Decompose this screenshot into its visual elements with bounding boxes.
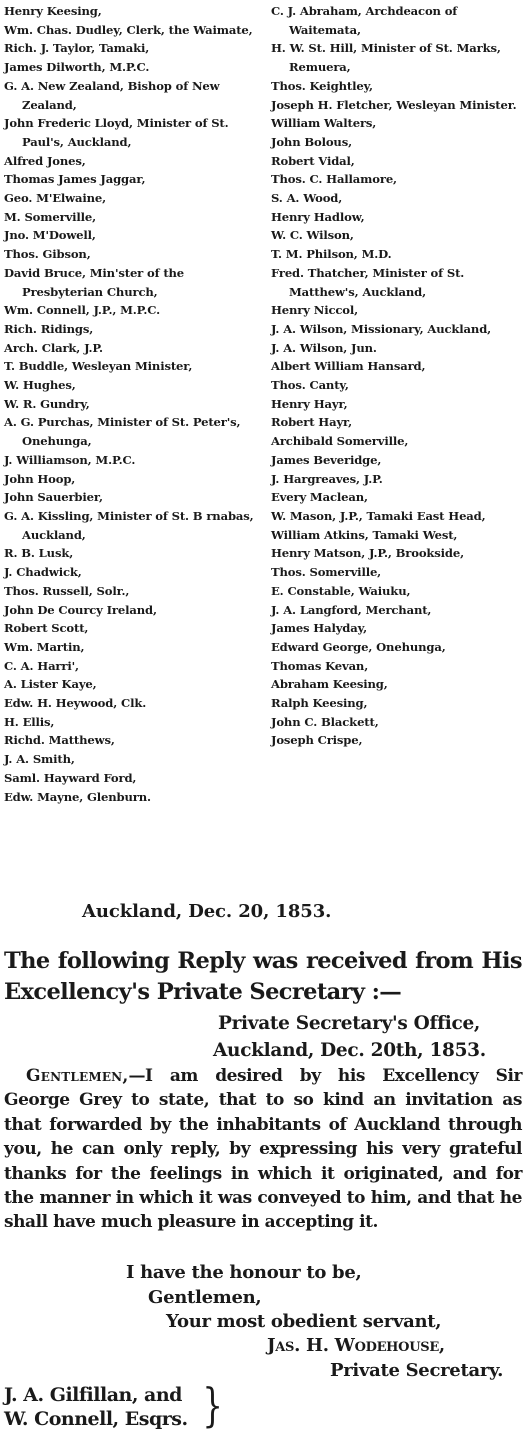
- signer-name: Jas. H. Wodehouse,: [267, 1335, 445, 1356]
- signatory-name: J. A. Wilson, Jun.: [271, 340, 377, 355]
- signatory-name: Archibald Somerville,: [271, 434, 409, 449]
- signatory-name: Arch. Clark, J.P.: [4, 340, 103, 355]
- signatory-name: Wm. Chas. Dudley, Clerk, the Waimate,: [4, 22, 253, 37]
- left-signatory: [4, 2, 262, 21]
- left-signatory: [4, 189, 262, 208]
- left-signatory: [4, 470, 262, 489]
- left-signatory: [4, 58, 262, 77]
- signatory-name: S. A. Wood,: [271, 191, 343, 206]
- reply-heading: The following Reply was received from His Excellency's Private Secretary :—: [4, 948, 522, 1005]
- right-signatory: [271, 133, 523, 152]
- left-signatory: [4, 413, 262, 450]
- right-signatory: [271, 170, 523, 189]
- signatory-name: Rich. Ridings,: [4, 321, 94, 336]
- left-signatory: [4, 170, 262, 189]
- signatory-name: H. Ellis,: [4, 714, 55, 729]
- signatory-name: James Beveridge,: [271, 452, 382, 467]
- signatory-name: Thomas James Jaggar,: [4, 172, 146, 187]
- right-signatory: [271, 114, 523, 133]
- left-signatory: [4, 264, 262, 301]
- left-signatory: [4, 713, 262, 732]
- right-signatory: [271, 152, 523, 171]
- signatory-name: T. M. Philson, M.D.: [271, 247, 392, 262]
- right-signatory: [271, 264, 523, 301]
- signatory-name: Edw. H. Heywood, Clk.: [4, 696, 147, 711]
- signatory-name: W. Mason, J.P., Tamaki East Head,: [271, 508, 486, 523]
- closing-gentlemen: Gentlemen,: [148, 1287, 262, 1308]
- right-signatory: [271, 507, 523, 526]
- left-signatory: [4, 582, 262, 601]
- right-signatory: [271, 657, 523, 676]
- signatory-name: Richd. Matthews,: [4, 733, 115, 748]
- right-signatory: [271, 339, 523, 358]
- signatory-name: John Frederic Lloyd, Minister of St. Paul's, Auckland,: [4, 116, 229, 149]
- signatory-name: Edward George, Onehunga,: [271, 639, 446, 654]
- left-signatory: [4, 339, 262, 358]
- signatory-name: David Bruce, Min'ster of the Presbyterian Church,: [4, 265, 185, 299]
- closing-honour: I have the honour to be,: [126, 1262, 362, 1283]
- signatory-name: Edw. Mayne, Glenburn.: [4, 789, 151, 804]
- left-signatory: [4, 544, 262, 563]
- right-signatory: [271, 320, 523, 339]
- signatory-name: Ralph Keesing,: [271, 696, 368, 711]
- left-signatory: [4, 750, 262, 769]
- signatory-name: Thos. Keightley,: [271, 78, 373, 93]
- right-signatory: [271, 413, 523, 432]
- reply-body: [4, 1064, 522, 1235]
- brace-mark: }: [202, 1378, 223, 1432]
- left-signatory: [4, 675, 262, 694]
- left-signatory: [4, 152, 262, 171]
- signatory-name: Robert Scott,: [4, 621, 89, 636]
- right-signatory: [271, 451, 523, 470]
- signatory-name: J. A. Langford, Merchant,: [271, 602, 432, 617]
- signatory-name: W. R. Gundry,: [4, 396, 90, 411]
- reply-body-text: —I am desired by his Excellency Sir George Grey to state, that to so kind an invitation as that forwarded by the inhabitants of Auckland through you, he can only reply, by expressing his very grateful thanks for the feelings in which it originated, and for the manner in which it was conveyed to him, and that he shall have much pleasure in accepting it.: [4, 1066, 522, 1233]
- signatory-name: A. Lister Kaye,: [4, 677, 97, 692]
- left-signatory: [4, 507, 262, 544]
- signatory-name: J. Williamson, M.P.C.: [4, 452, 136, 467]
- signatory-name: Thos. Gibson,: [4, 247, 91, 262]
- signatory-name: G. A. Kissling, Minister of St. B rnabas, Auckland,: [4, 508, 254, 542]
- signatory-name: Henry Matson, J.P., Brookside,: [271, 546, 464, 561]
- signatory-name: William Atkins, Tamaki West,: [271, 527, 458, 542]
- signatory-name: Saml. Hayward Ford,: [4, 770, 137, 785]
- signatory-name: C. J. Abraham, Archdeacon of Waitemata,: [271, 4, 458, 37]
- right-signatory: [271, 432, 523, 451]
- right-signatory: [271, 488, 523, 507]
- right-signatory: [271, 226, 523, 245]
- signatory-name: Albert William Hansard,: [271, 359, 426, 374]
- left-signatory: [4, 226, 262, 245]
- right-signatory: [271, 526, 523, 545]
- addressee-line-1: J. A. Gilfillan, and: [4, 1384, 182, 1406]
- signatory-name: Thomas Kevan,: [271, 658, 369, 673]
- right-signatory: [271, 77, 523, 96]
- signatory-name: John Bolous,: [271, 134, 352, 149]
- signatory-name: Henry Hayr,: [271, 396, 348, 411]
- signatory-name: Henry Niccol,: [271, 303, 358, 318]
- signatory-name: W. C. Wilson,: [271, 228, 354, 243]
- right-signatory: [271, 638, 523, 657]
- signatory-name: Thos. Somerville,: [271, 565, 382, 580]
- right-signatory: [271, 675, 523, 694]
- left-signatory: [4, 357, 262, 376]
- right-signatory: [271, 544, 523, 563]
- right-signatory: [271, 582, 523, 601]
- signatory-name: R. B. Lusk,: [4, 546, 74, 561]
- signatory-name: J. Hargreaves, J.P.: [271, 471, 383, 486]
- right-signatory: [271, 395, 523, 414]
- signatory-name: C. A. Harri',: [4, 658, 79, 673]
- left-signatory: [4, 114, 262, 151]
- signatory-name: Rich. J. Taylor, Tamaki,: [4, 41, 150, 56]
- signatory-name: M. Somerville,: [4, 209, 97, 224]
- signatory-name: H. W. St. Hill, Minister of St. Marks, Remuera,: [271, 41, 501, 75]
- signatory-name: J. A. Smith,: [4, 752, 75, 767]
- left-signatory: [4, 694, 262, 713]
- left-signatory: [4, 657, 262, 676]
- signatory-name: T. Buddle, Wesleyan Minister,: [4, 359, 193, 374]
- left-signatory: [4, 208, 262, 227]
- right-signatory: [271, 357, 523, 376]
- right-signatory: [271, 96, 523, 115]
- office-line: Private Secretary's Office,: [218, 1013, 481, 1034]
- signatory-name: Fred. Thatcher, Minister of St. Matthew's, Auckland,: [271, 265, 465, 299]
- signatory-name: Joseph Crispe,: [271, 733, 363, 748]
- signatory-name: Geo. M'Elwaine,: [4, 191, 106, 206]
- right-signatory: [271, 731, 523, 750]
- signatory-name: Thos. C. Hallamore,: [271, 172, 397, 187]
- signatory-name: Joseph H. Fletcher, Wesleyan Minister.: [271, 97, 517, 112]
- address-dateline: Auckland, Dec. 20, 1853.: [82, 901, 332, 922]
- left-signatory: [4, 395, 262, 414]
- addressee-line-2: W. Connell, Esqrs.: [4, 1408, 188, 1430]
- signatory-name: Henry Hadlow,: [271, 209, 365, 224]
- signatory-name: James Dilworth, M.P.C.: [4, 60, 150, 75]
- right-signatory: [271, 208, 523, 227]
- signatory-name: Thos. Canty,: [271, 378, 349, 393]
- signer-title: Private Secretary.: [330, 1360, 504, 1381]
- left-signatory: [4, 788, 262, 807]
- left-signatory: [4, 301, 262, 320]
- closing-servant: Your most obedient servant,: [166, 1311, 442, 1332]
- left-signatory: [4, 39, 262, 58]
- signatory-name: Alfred Jones,: [4, 153, 86, 168]
- right-signatory: [271, 245, 523, 264]
- signatory-name: Robert Hayr,: [271, 415, 353, 430]
- signatory-name: John Hoop,: [4, 471, 76, 486]
- signatory-name: John Sauerbier,: [4, 490, 103, 505]
- right-signatory: [271, 301, 523, 320]
- left-signatory: [4, 769, 262, 788]
- right-signatory: [271, 39, 523, 76]
- signatory-name: J. Chadwick,: [4, 565, 82, 580]
- signatory-name: Wm. Martin,: [4, 639, 85, 654]
- signatory-name: Jno. M'Dowell,: [4, 228, 96, 243]
- left-signatory: [4, 376, 262, 395]
- signatory-name: J. A. Wilson, Missionary, Auckland,: [271, 321, 492, 336]
- left-signatory: [4, 21, 262, 40]
- left-signatory: [4, 619, 262, 638]
- signatory-name: John C. Blackett,: [271, 714, 379, 729]
- signatory-name: Henry Keesing,: [4, 4, 102, 18]
- right-signatory: [271, 376, 523, 395]
- left-signatory: [4, 601, 262, 620]
- right-signatory: [271, 2, 523, 39]
- signatory-name: John De Courcy Ireland,: [4, 602, 157, 617]
- left-signatory: [4, 245, 262, 264]
- right-signatory: [271, 601, 523, 620]
- left-signatory: [4, 451, 262, 470]
- right-signatory: [271, 470, 523, 489]
- signatory-name: Every Maclean,: [271, 490, 368, 505]
- left-signatory: [4, 320, 262, 339]
- signatory-name: A. G. Purchas, Minister of St. Peter's, Onehunga,: [4, 415, 241, 449]
- signatories-left-column: [4, 2, 262, 806]
- right-signatory: [271, 563, 523, 582]
- left-signatory: [4, 563, 262, 582]
- signatory-name: William Walters,: [271, 116, 377, 131]
- signatory-name: W. Hughes,: [4, 378, 76, 393]
- signatories-right-column: [271, 2, 523, 750]
- office-date-line: Auckland, Dec. 20th, 1853.: [213, 1040, 486, 1061]
- left-signatory: [4, 488, 262, 507]
- signatory-name: G. A. New Zealand, Bishop of New Zealand,: [4, 78, 220, 112]
- left-signatory: [4, 731, 262, 750]
- signatory-name: Abraham Keesing,: [271, 677, 388, 692]
- signatory-name: James Halyday,: [271, 621, 367, 636]
- left-signatory: [4, 638, 262, 657]
- right-signatory: [271, 619, 523, 638]
- right-signatory: [271, 694, 523, 713]
- signatory-name: Thos. Russell, Solr.,: [4, 583, 130, 598]
- signatory-name: Robert Vidal,: [271, 153, 355, 168]
- salutation: Gentlemen,: [26, 1066, 129, 1086]
- left-signatory: [4, 77, 262, 114]
- right-signatory: [271, 713, 523, 732]
- signatory-name: Wm. Connell, J.P., M.P.C.: [4, 303, 160, 318]
- right-signatory: [271, 189, 523, 208]
- signatory-name: E. Constable, Waiuku,: [271, 583, 411, 598]
